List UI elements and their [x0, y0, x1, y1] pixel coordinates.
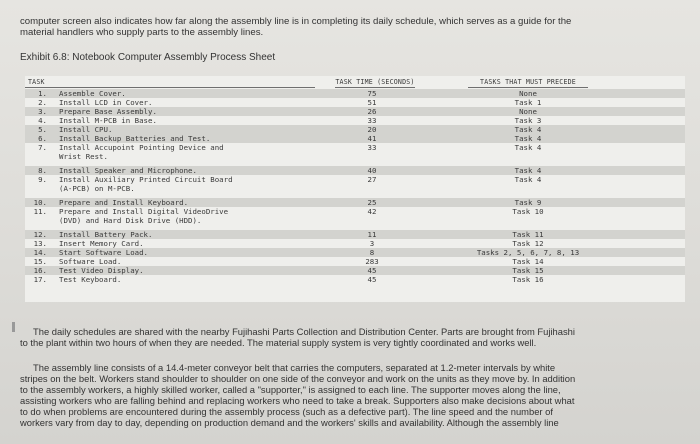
task-precedence: Task 9 [514, 198, 542, 207]
task-time: 26 [367, 107, 377, 116]
task-precedence: Task 1 [514, 98, 542, 107]
task-description [59, 275, 309, 284]
table-row [25, 116, 685, 125]
task-number: 9. [38, 175, 47, 184]
task-time: 33 [367, 116, 377, 125]
task-time: 3 [369, 239, 375, 248]
table-row [25, 248, 685, 257]
task-description-line: Install Speaker and Microphone. [59, 166, 197, 175]
task-time: 51 [367, 98, 377, 107]
task-precedence: Task 4 [514, 175, 542, 184]
paragraph-line: assisting workers who are falling behind and replacing workers who need to take a break. Supporters also make decisions about what [20, 395, 575, 406]
intro-line: material handlers who supply parts to the assembly lines. [20, 27, 264, 38]
table-row [25, 198, 685, 207]
header-tasks-that-must-precede: TASKS THAT MUST PRECEDE [480, 78, 576, 86]
task-description-line: Start Software Load. [59, 248, 148, 257]
margin-mark [12, 322, 15, 332]
task-description [59, 116, 309, 125]
task-time: 25 [367, 198, 377, 207]
task-precedence: Task 4 [514, 134, 542, 143]
task-description-line: Wrist Rest. [59, 152, 108, 161]
task-time: 33 [367, 143, 377, 152]
task-precedence: Task 4 [514, 143, 542, 152]
task-description-line: Prepare Base Assembly. [59, 107, 157, 116]
table-row [25, 175, 685, 193]
task-precedence: Task 4 [514, 125, 542, 134]
header-rule [335, 87, 415, 88]
task-description-line: Software Load. [59, 257, 122, 266]
header-rule [468, 87, 588, 88]
paragraph-line: workers vary from day to day, depending on production demand and the workers' skills and availability. Although the assembly line [20, 417, 559, 428]
task-description [59, 239, 309, 248]
task-description [59, 248, 309, 257]
task-time: 283 [365, 257, 379, 266]
task-description-line: Prepare and Install Digital VideoDrive [59, 207, 229, 216]
table-row [25, 239, 685, 248]
task-precedence: Task 10 [512, 207, 544, 216]
task-number: 5. [38, 125, 47, 134]
task-description [59, 266, 309, 275]
table-row [25, 134, 685, 143]
exhibit-title: Exhibit 6.8: Notebook Computer Assembly Process Sheet [20, 52, 276, 63]
task-number: 2. [38, 98, 47, 107]
task-description-line: Install Auxiliary Printed Circuit Board [59, 175, 233, 184]
task-precedence: None [519, 89, 537, 98]
task-description [59, 198, 309, 207]
task-time: 75 [367, 89, 377, 98]
table-row [25, 98, 685, 107]
paragraph-line: The daily schedules are shared with the nearby Fujihashi Parts Collection and Distribution Center. Parts are brought from Fujihashi [33, 326, 575, 337]
task-description [59, 143, 309, 161]
task-description-line: Install M-PCB in Base. [59, 116, 157, 125]
task-precedence: Task 14 [512, 257, 544, 266]
paragraph-line: The assembly line consists of a 14.4-meter conveyor belt that carries the computers, separated at 1.2-meter intervals by white [33, 362, 556, 373]
task-number: 16. [33, 266, 47, 275]
task-precedence: Task 3 [514, 116, 542, 125]
task-precedence: Task 16 [512, 275, 544, 284]
task-number: 13. [33, 239, 47, 248]
task-precedence: Task 12 [512, 239, 544, 248]
task-number: 15. [33, 257, 47, 266]
task-description-line: (DVD) and Hard Disk Drive (HDD). [59, 216, 202, 225]
task-number: 17. [33, 275, 47, 284]
table-row [25, 257, 685, 266]
table-row [25, 207, 685, 225]
task-number: 11. [33, 207, 47, 216]
task-description [59, 107, 309, 116]
table-row [25, 125, 685, 134]
task-number: 7. [38, 143, 47, 152]
task-description-line: Insert Memory Card. [59, 239, 144, 248]
paragraph-supply [20, 326, 685, 348]
task-description [59, 134, 309, 143]
table-row [25, 107, 685, 116]
table-row [25, 166, 685, 175]
task-precedence: Task 4 [514, 166, 542, 175]
header-rule [25, 87, 315, 88]
task-number: 10. [33, 198, 47, 207]
task-time: 42 [367, 207, 377, 216]
task-description [59, 175, 309, 193]
task-number: 1. [38, 89, 47, 98]
intro-line: computer screen also indicates how far along the assembly line is in completing its daily schedule, which serves as a guide for the [20, 16, 572, 27]
paragraph-line: stripes on the belt. Workers stand shoulder to shoulder on one side of the conveyor and work on the units as they move by. In addition [20, 373, 576, 384]
task-description-line: (A-PCB) on M-PCB. [59, 184, 135, 193]
task-description [59, 257, 309, 266]
task-time: 8 [369, 248, 375, 257]
paragraph-line: to the plant within two hours of when they are needed. The material supply system is very tightly coordinated and works well. [20, 337, 537, 348]
paragraph-assembly-line [20, 362, 685, 428]
task-time: 40 [367, 166, 377, 175]
task-description-line: Install Accupoint Pointing Device and [59, 143, 224, 152]
task-description-line: Test Video Display. [59, 266, 144, 275]
task-number: 6. [38, 134, 47, 143]
task-description-line: Install LCD in Cover. [59, 98, 153, 107]
table-row [25, 89, 685, 98]
task-description-line: Prepare and Install Keyboard. [59, 198, 189, 207]
task-description-line: Assemble Cover. [59, 89, 126, 98]
task-precedence: Task 15 [512, 266, 544, 275]
intro-text [20, 16, 690, 38]
task-time: 11 [367, 230, 377, 239]
task-time: 41 [367, 134, 377, 143]
table-row [25, 266, 685, 275]
task-description [59, 166, 309, 175]
task-number: 3. [38, 107, 47, 116]
task-number: 14. [33, 248, 47, 257]
task-time: 20 [367, 125, 377, 134]
process-sheet-table [25, 76, 685, 302]
task-number: 4. [38, 116, 47, 125]
task-description-line: Install Battery Pack. [59, 230, 153, 239]
paragraph-line: to the assembly workers, a highly skilled worker, called a "supporter," is assigned to each line. The supporter moves along the line, [20, 384, 561, 395]
header-task: TASK [28, 78, 45, 86]
task-description [59, 207, 309, 225]
table-row [25, 275, 685, 284]
task-description [59, 98, 309, 107]
table-row [25, 230, 685, 239]
task-precedence: Task 11 [512, 230, 544, 239]
task-description-line: Install CPU. [59, 125, 113, 134]
table-row [25, 143, 685, 161]
task-time: 45 [367, 275, 377, 284]
task-number: 12. [33, 230, 47, 239]
task-description [59, 230, 309, 239]
task-description-line: Test Keyboard. [59, 275, 122, 284]
task-description [59, 125, 309, 134]
paragraph-line: to do when problems are encountered during the assembly process (such as a defective part). The line speed and the number of [20, 406, 553, 417]
task-precedence: Tasks 2, 5, 6, 7, 8, 13 [476, 248, 580, 257]
task-time: 27 [367, 175, 377, 184]
task-time: 45 [367, 266, 377, 275]
task-number: 8. [38, 166, 47, 175]
task-description [59, 89, 309, 98]
task-precedence: None [519, 107, 537, 116]
task-description-line: Install Backup Batteries and Test. [59, 134, 211, 143]
header-task-time: TASK TIME (SECONDS) [335, 78, 415, 86]
